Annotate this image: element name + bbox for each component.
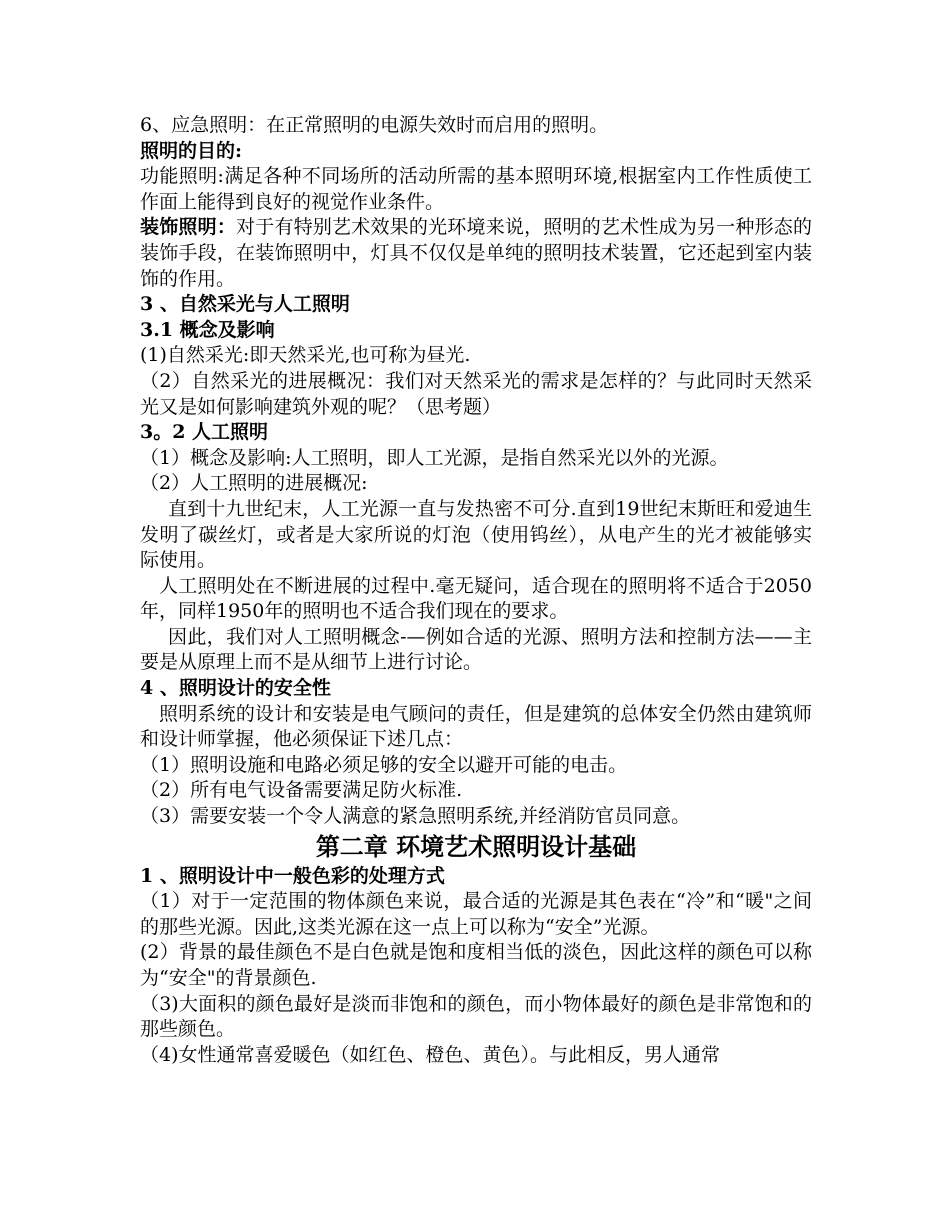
paragraph-emergency-lighting: 6、应急照明：在正常照明的电源失效时而启用的照明。 bbox=[140, 114, 609, 136]
decorative-lighting-label: 装饰照明： bbox=[140, 216, 237, 239]
paragraph-color-3: （3)大面积的颜色最好是淡而非饱和的颜色，而小物体最好的颜色是非常饱和的那些颜色。 bbox=[140, 992, 812, 1041]
paragraph-functional-lighting: 功能照明:满足各种不同场所的活动所需的基本照明环境,根据室内工作性质使工作面上能得到良好的视觉作业条件。 bbox=[140, 165, 812, 213]
paragraph-history: 直到十九世纪末，人工光源一直与发热密不可分.直到19世纪末斯旺和爱迪生发明了碳丝灯，或者是大家所说的灯泡（使用钨丝），从电产生的光才被能够实际使用。 bbox=[140, 497, 812, 572]
list-item-safety-3: （3）需要安装一个令人满意的紧急照明系统,并经消防官员同意。 bbox=[140, 805, 691, 828]
paragraph-principles: 因此，我们对人工照明概念-—例如合适的光源、照明方法和控制方法——主要是从原理上而不是从细节上进行讨论。 bbox=[140, 625, 812, 674]
paragraph-artificial-lighting-progress: （2）人工照明的进展概况: bbox=[140, 472, 368, 495]
heading-section-4: 4 、照明设计的安全性 bbox=[140, 677, 331, 700]
heading-section-3-1: 3.1 概念及影响 bbox=[140, 318, 275, 341]
paragraph-natural-lighting: (1)自然采光:即天然采光,也可称为昼光. bbox=[140, 344, 471, 367]
list-item-safety-1: （1）照明设施和电路必须足够的安全以避开可能的电击。 bbox=[140, 753, 628, 776]
heading-section-3-2: 3。2 人工照明 bbox=[140, 421, 269, 444]
document-body bbox=[140, 113, 812, 1068]
paragraph-safety-intro: 照明系统的设计和安装是电气顾问的责任，但是建筑的总体安全仍然由建筑师和设计师掌握，他必须保证下述几点： bbox=[140, 702, 812, 751]
paragraph-color-1: （1）对于一定范围的物体颜色来说，最合适的光源是其色表在“冷”和“暖"之间的那些光源。因此,这类光源在这一点上可以称为“安全”光源。 bbox=[140, 890, 812, 938]
heading-lighting-purpose: 照明的目的: bbox=[140, 139, 243, 162]
chapter-title: 第二章 环境艺术照明设计基础 bbox=[315, 831, 637, 861]
paragraph-artificial-lighting-concept: （1）概念及影响:人工照明，即人工光源，是指自然采光以外的光源。 bbox=[140, 446, 729, 469]
heading-color-handling: 1 、照明设计中一般色彩的处理方式 bbox=[140, 864, 445, 887]
heading-section-3: 3 、自然采光与人工照明 bbox=[140, 293, 350, 316]
list-item-safety-2: （2）所有电气设备需要满足防火标准. bbox=[140, 779, 463, 802]
paragraph-decorative-lighting bbox=[140, 215, 812, 292]
paragraph-color-4: （4)女性通常喜爱暖色（如红色、橙色、黄色）。与此相反，男人通常 bbox=[140, 1043, 721, 1066]
paragraph-natural-lighting-progress: （2）自然采光的进展概况：我们对天然采光的需求是怎样的？与此同时天然采光又是如何影响建筑外观的呢？（思考题） bbox=[140, 369, 812, 418]
paragraph-color-2: (2）背景的最佳颜色不是白色就是饱和度相当低的淡色，因此这样的颜色可以称为“安全"的背景颜色. bbox=[140, 941, 812, 989]
decorative-lighting-text: 对于有特别艺术效果的光环境来说，照明的艺术性成为另一种形态的装饰手段，在装饰照明中，灯具不仅仅是单纯的照明技术装置，它还起到室内装饰的作用。 bbox=[140, 216, 812, 290]
paragraph-ongoing-progress: 人工照明处在不断进展的过程中.毫无疑问，适合现在的照明将不适合于2050年，同样1950年的照明也不适合我们现在的要求。 bbox=[140, 574, 812, 623]
